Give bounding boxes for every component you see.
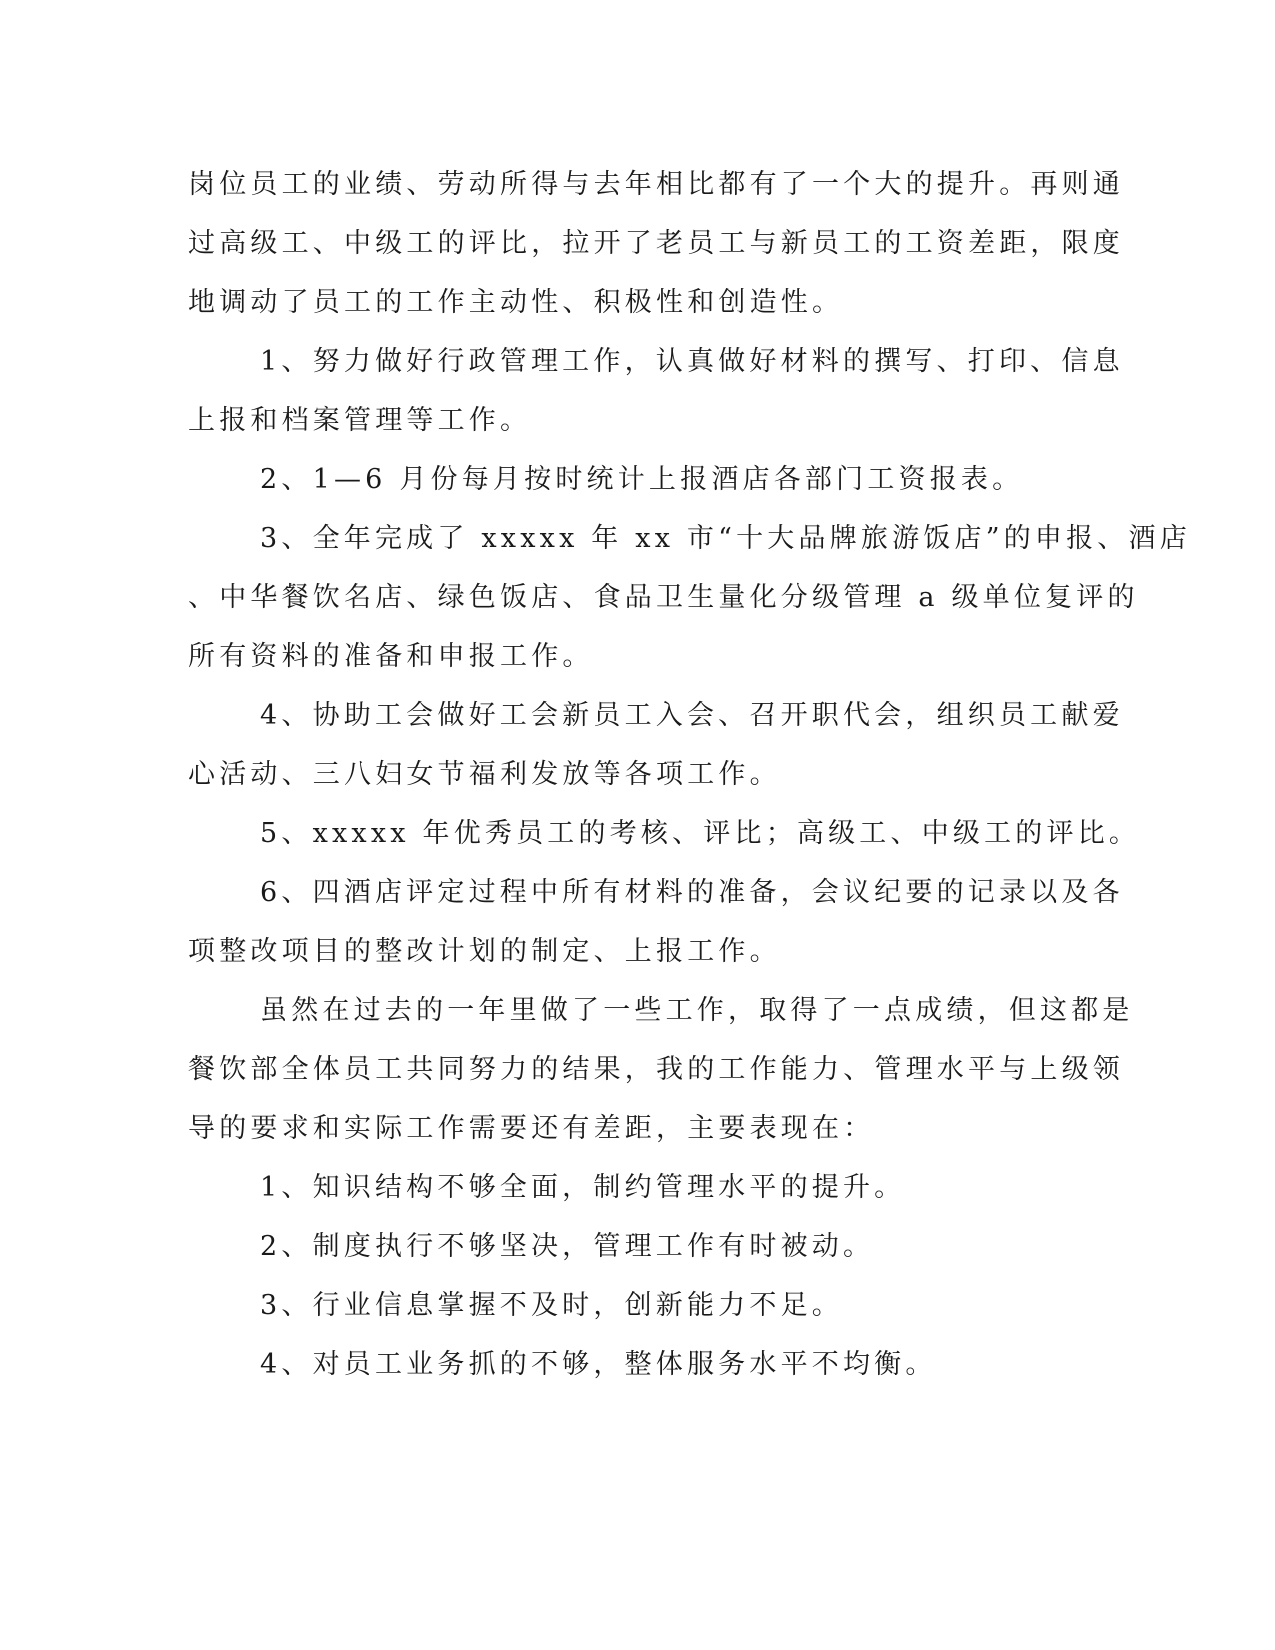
text-line: 5、xxxxx 年优秀员工的考核、评比；高级工、中级工的评比。 [260,818,1141,849]
text-line: 地调动了员工的工作主动性、积极性和创造性。 [188,287,844,318]
text-line: 上报和档案管理等工作。 [188,405,532,436]
text-line: 项整改项目的整改计划的制定、上报工作。 [188,936,781,967]
text-line: 过高级工、中级工的评比，拉开了老员工与新员工的工资差距，限度 [188,228,1124,259]
text-line: 2、1—6 月份每月按时统计上报酒店各部门工资报表。 [260,464,1024,495]
text-line: 6、四酒店评定过程中所有材料的准备，会议纪要的记录以及各 [260,877,1124,908]
text-line: 导的要求和实际工作需要还有差距，主要表现在： [188,1113,875,1144]
text-line: 心活动、三八妇女节福利发放等各项工作。 [188,759,781,790]
text-line: 1、努力做好行政管理工作，认真做好材料的撰写、打印、信息 [260,346,1124,377]
text-line: 4、对员工业务抓的不够，整体服务水平不均衡。 [260,1349,937,1380]
text-line: 餐饮部全体员工共同努力的结果，我的工作能力、管理水平与上级领 [188,1054,1124,1085]
text-line: 1、知识结构不够全面，制约管理水平的提升。 [260,1172,906,1203]
text-line: 虽然在过去的一年里做了一些工作，取得了一点成绩，但这都是 [260,995,1134,1026]
text-line: 3、全年完成了 xxxxx 年 xx 市“十大品牌旅游饭店”的申报、酒店 [260,523,1191,554]
text-line: 3、行业信息掌握不及时，创新能力不足。 [260,1290,843,1321]
text-line: 、中华餐饮名店、绿色饭店、食品卫生量化分级管理 a 级单位复评的 [188,582,1139,613]
text-line: 4、协助工会做好工会新员工入会、召开职代会，组织员工献爱 [260,700,1124,731]
text-line: 所有资料的准备和申报工作。 [188,641,594,672]
text-line: 岗位员工的业绩、劳动所得与去年相比都有了一个大的提升。再则通 [188,169,1124,200]
text-line: 2、制度执行不够坚决，管理工作有时被动。 [260,1231,875,1262]
